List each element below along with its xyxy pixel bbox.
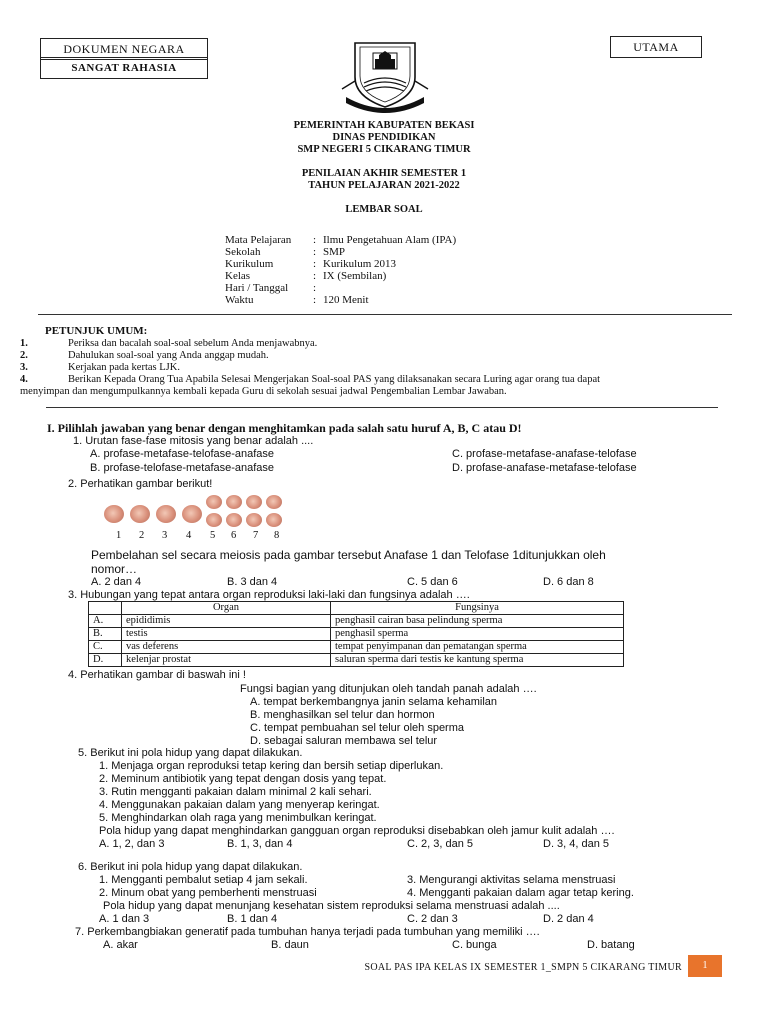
- sheet-title: LEMBAR SOAL: [345, 204, 423, 215]
- identity-value: 120 Menit: [323, 294, 369, 306]
- table-cell: [89, 602, 122, 615]
- table-cell-organ: kelenjar prostat: [122, 654, 331, 667]
- meiosis-cell-2: [130, 505, 150, 523]
- table-cell-function: penghasil sperma: [331, 628, 624, 641]
- identity-label: Hari / Tanggal: [225, 282, 289, 294]
- identity-value: Ilmu Pengetahuan Alam (IPA): [323, 234, 457, 246]
- header-divider: [38, 314, 732, 315]
- table-cell-organ: testis: [122, 628, 331, 641]
- instruction-num: 2.: [20, 350, 28, 361]
- q5-item: 2. Meminum antibiotik yang tepat dengan dosis yang tepat.: [99, 773, 387, 785]
- identity-colon: :: [313, 282, 317, 294]
- q7-option-c: C. bunga: [452, 939, 497, 951]
- section-title: I. Pilihlah jawaban yang benar dengan menghitamkan pada salah satu huruf A, B, C atau D!: [47, 421, 522, 435]
- instruction-num: 3.: [20, 362, 28, 373]
- table-row: [89, 628, 624, 641]
- figure-label: 8: [274, 530, 280, 541]
- question-2-text: Pembelahan sel secara meiosis pada gambar tersebut Anafase 1 dan Telofase 1ditunjukkan oleh: [91, 548, 606, 562]
- school-title: SMP NEGERI 5 CIKARANG TIMUR: [297, 144, 471, 155]
- question-7: 7. Perkembangbiakan generatif pada tumbuhan hanya terjadi pada tumbuhan yang memiliki ….: [75, 926, 540, 938]
- gov-title: PEMERINTAH KABUPATEN BEKASI: [293, 120, 475, 131]
- regency-emblem: [340, 37, 430, 115]
- table-row: [89, 654, 624, 667]
- q1-option-a: A. profase-metafase-telofase-anafase: [90, 448, 275, 460]
- question-4: 4. Perhatikan gambar di baswah ini !: [68, 669, 246, 681]
- instructions-title: PETUNJUK UMUM:: [45, 325, 148, 337]
- instruction-num: 1.: [20, 338, 28, 349]
- footer-text: SOAL PAS IPA KELAS IX SEMESTER 1_SMPN 5 CIKARANG TIMUR: [364, 962, 682, 973]
- q7-option-d: D. batang: [587, 939, 635, 951]
- question-3: 3. Hubungan yang tepat antara organ reproduksi laki-laki dan fungsinya adalah ….: [68, 589, 470, 601]
- q4-option-b: B. menghasilkan sel telur dan hormon: [250, 709, 435, 721]
- q2-option-c: C. 5 dan 6: [407, 576, 458, 588]
- table-header-row: [89, 602, 624, 615]
- year-title: TAHUN PELAJARAN 2021-2022: [308, 180, 460, 191]
- figure-label: 6: [231, 530, 237, 541]
- meiosis-cell-1: [104, 505, 124, 523]
- type-label-box: [610, 36, 702, 58]
- table-cell-option: C.: [89, 641, 122, 654]
- q6-option-a: A. 1 dan 3: [99, 913, 150, 925]
- question-6-prompt: Pola hidup yang dapat menunjang kesehatan sistem reproduksi selama menstruasi adalah ....: [103, 900, 560, 912]
- identity-colon: :: [313, 234, 317, 246]
- q6-option-b: B. 1 dan 4: [227, 913, 278, 925]
- table-cell-function: penghasil cairan basa pelindung sperma: [331, 615, 624, 628]
- q1-option-b: B. profase-telofase-metafase-anafase: [90, 462, 275, 474]
- q5-item: 5. Menghindarkan olah raga yang menimbulkan keringat.: [99, 812, 377, 824]
- q2-option-a: A. 2 dan 4: [91, 576, 142, 588]
- question-2: 2. Perhatikan gambar berikut!: [68, 478, 213, 490]
- q6-item-4: 4. Mengganti pakaian dalam agar tetap kering.: [407, 887, 634, 899]
- q6-item-3: 3. Mengurangi aktivitas selama menstruasi: [407, 874, 616, 886]
- meiosis-cell-5a: [206, 495, 222, 509]
- secret-label: SANGAT RAHASIA: [71, 62, 177, 74]
- figure-label: 7: [253, 530, 259, 541]
- instruction-text: Kerjakan pada kertas LJK.: [68, 362, 180, 373]
- table-cell-option: A.: [89, 615, 122, 628]
- meiosis-cell-4: [182, 505, 202, 523]
- meiosis-cell-6b: [226, 513, 242, 527]
- q5-item: 1. Menjaga organ reproduksi tetap kering dan bersih setiap diperlukan.: [99, 760, 444, 772]
- q4-option-a: A. tempat berkembangnya janin selama kehamilan: [250, 696, 498, 708]
- identity-colon: :: [313, 294, 317, 306]
- question-1: 1. Urutan fase-fase mitosis yang benar adalah ....: [73, 435, 314, 447]
- organ-function-table: [88, 601, 624, 667]
- table-header-organ: Organ: [122, 602, 331, 615]
- q5-item: 4. Menggunakan pakaian dalam yang menyerap keringat.: [99, 799, 380, 811]
- instruction-text: Periksa dan bacalah soal-soal sebelum Anda menjawabnya.: [68, 338, 318, 349]
- table-cell-function: tempat penyimpanan dan pematangan sperma: [331, 641, 624, 654]
- table-header-function: Fungsinya: [331, 602, 624, 615]
- question-2-text-cont: nomor…: [91, 562, 138, 576]
- figure-label: 5: [210, 530, 216, 541]
- meiosis-cell-7b: [246, 513, 262, 527]
- table-row: [89, 641, 624, 654]
- figure-label: 4: [186, 530, 192, 541]
- identity-value: SMP: [323, 246, 346, 258]
- q6-item-2: 2. Minum obat yang pemberhenti menstruasi: [99, 887, 317, 899]
- secret-label-box: [40, 57, 208, 79]
- question-5: 5. Berikut ini pola hidup yang dapat dilakukan.: [78, 747, 303, 759]
- dinas-title: DINAS PENDIDIKAN: [332, 132, 436, 143]
- q5-option-b: B. 1, 3, dan 4: [227, 838, 293, 850]
- q4-option-c: C. tempat pembuahan sel telur oleh sperma: [250, 722, 465, 734]
- meiosis-cell-5b: [206, 513, 222, 527]
- page-number-badge: 1: [688, 955, 722, 977]
- instruction-text-cont: menyimpan dan mengumpulkannya kembali kepada Guru di sekolah sesuai jadwal Pengembalian Lembar Jawaban.: [20, 386, 507, 397]
- figure-label: 3: [162, 530, 168, 541]
- identity-label: Kurikulum: [225, 258, 274, 270]
- section-divider: [46, 407, 718, 408]
- q6-item-1: 1. Mengganti pembalut setiap 4 jam sekali.: [99, 874, 308, 886]
- q5-option-d: D. 3, 4, dan 5: [543, 838, 610, 850]
- meiosis-cell-7a: [246, 495, 262, 509]
- doc-label: DOKUMEN NEGARA: [63, 42, 185, 56]
- identity-label: Mata Pelajaran: [225, 234, 292, 246]
- table-cell-organ: epididimis: [122, 615, 331, 628]
- q7-option-a: A. akar: [103, 939, 138, 951]
- meiosis-cell-8b: [266, 513, 282, 527]
- identity-colon: :: [313, 270, 317, 282]
- q2-option-b: B. 3 dan 4: [227, 576, 278, 588]
- question-6: 6. Berikut ini pola hidup yang dapat dilakukan.: [78, 861, 303, 873]
- identity-colon: :: [313, 246, 317, 258]
- table-row: [89, 615, 624, 628]
- table-cell-option: D.: [89, 654, 122, 667]
- identity-colon: :: [313, 258, 317, 270]
- instruction-num: 4.: [20, 374, 28, 385]
- q6-option-d: D. 2 dan 4: [543, 913, 594, 925]
- meiosis-cell-8a: [266, 495, 282, 509]
- question-4-prompt: Fungsi bagian yang ditunjukan oleh tandah panah adalah ….: [240, 683, 537, 695]
- meiosis-figure: [100, 495, 290, 539]
- identity-label: Kelas: [225, 270, 251, 282]
- figure-label: 1: [116, 530, 122, 541]
- figure-label: 2: [139, 530, 145, 541]
- q5-option-c: C. 2, 3, dan 5: [407, 838, 474, 850]
- identity-label: Waktu: [225, 294, 254, 306]
- instruction-text: Dahulukan soal-soal yang Anda anggap mudah.: [68, 350, 269, 361]
- q5-option-a: A. 1, 2, dan 3: [99, 838, 165, 850]
- instruction-text: Berikan Kepada Orang Tua Apabila Selesai Mengerjakan Soal-soal PAS yang dilaksanakan secara Luring agar orang tua dapat: [68, 374, 601, 385]
- identity-value: IX (Sembilan): [323, 270, 387, 282]
- q6-option-c: C. 2 dan 3: [407, 913, 458, 925]
- type-label: UTAMA: [633, 40, 679, 54]
- question-5-prompt: Pola hidup yang dapat menghindarkan gangguan organ reproduksi disebabkan oleh jamur kulit adalah ….: [99, 825, 615, 837]
- exam-title: PENILAIAN AKHIR SEMESTER 1: [301, 168, 467, 179]
- identity-value: Kurikulum 2013: [323, 258, 397, 270]
- table-cell-function: saluran sperma dari testis ke kantung sperma: [331, 654, 624, 667]
- q7-option-b: B. daun: [271, 939, 309, 951]
- q1-option-c: C. profase-metafase-anafase-telofase: [452, 448, 637, 460]
- table-cell-option: B.: [89, 628, 122, 641]
- q4-option-d: D. sebagai saluran membawa sel telur: [250, 735, 438, 747]
- identity-label: Sekolah: [225, 246, 261, 258]
- meiosis-cell-3: [156, 505, 176, 523]
- q5-item: 3. Rutin mengganti pakaian dalam minimal 2 kali sehari.: [99, 786, 372, 798]
- q1-option-d: D. profase-anafase-metafase-telofase: [452, 462, 637, 474]
- q2-option-d: D. 6 dan 8: [543, 576, 594, 588]
- meiosis-cell-6a: [226, 495, 242, 509]
- table-cell-organ: vas deferens: [122, 641, 331, 654]
